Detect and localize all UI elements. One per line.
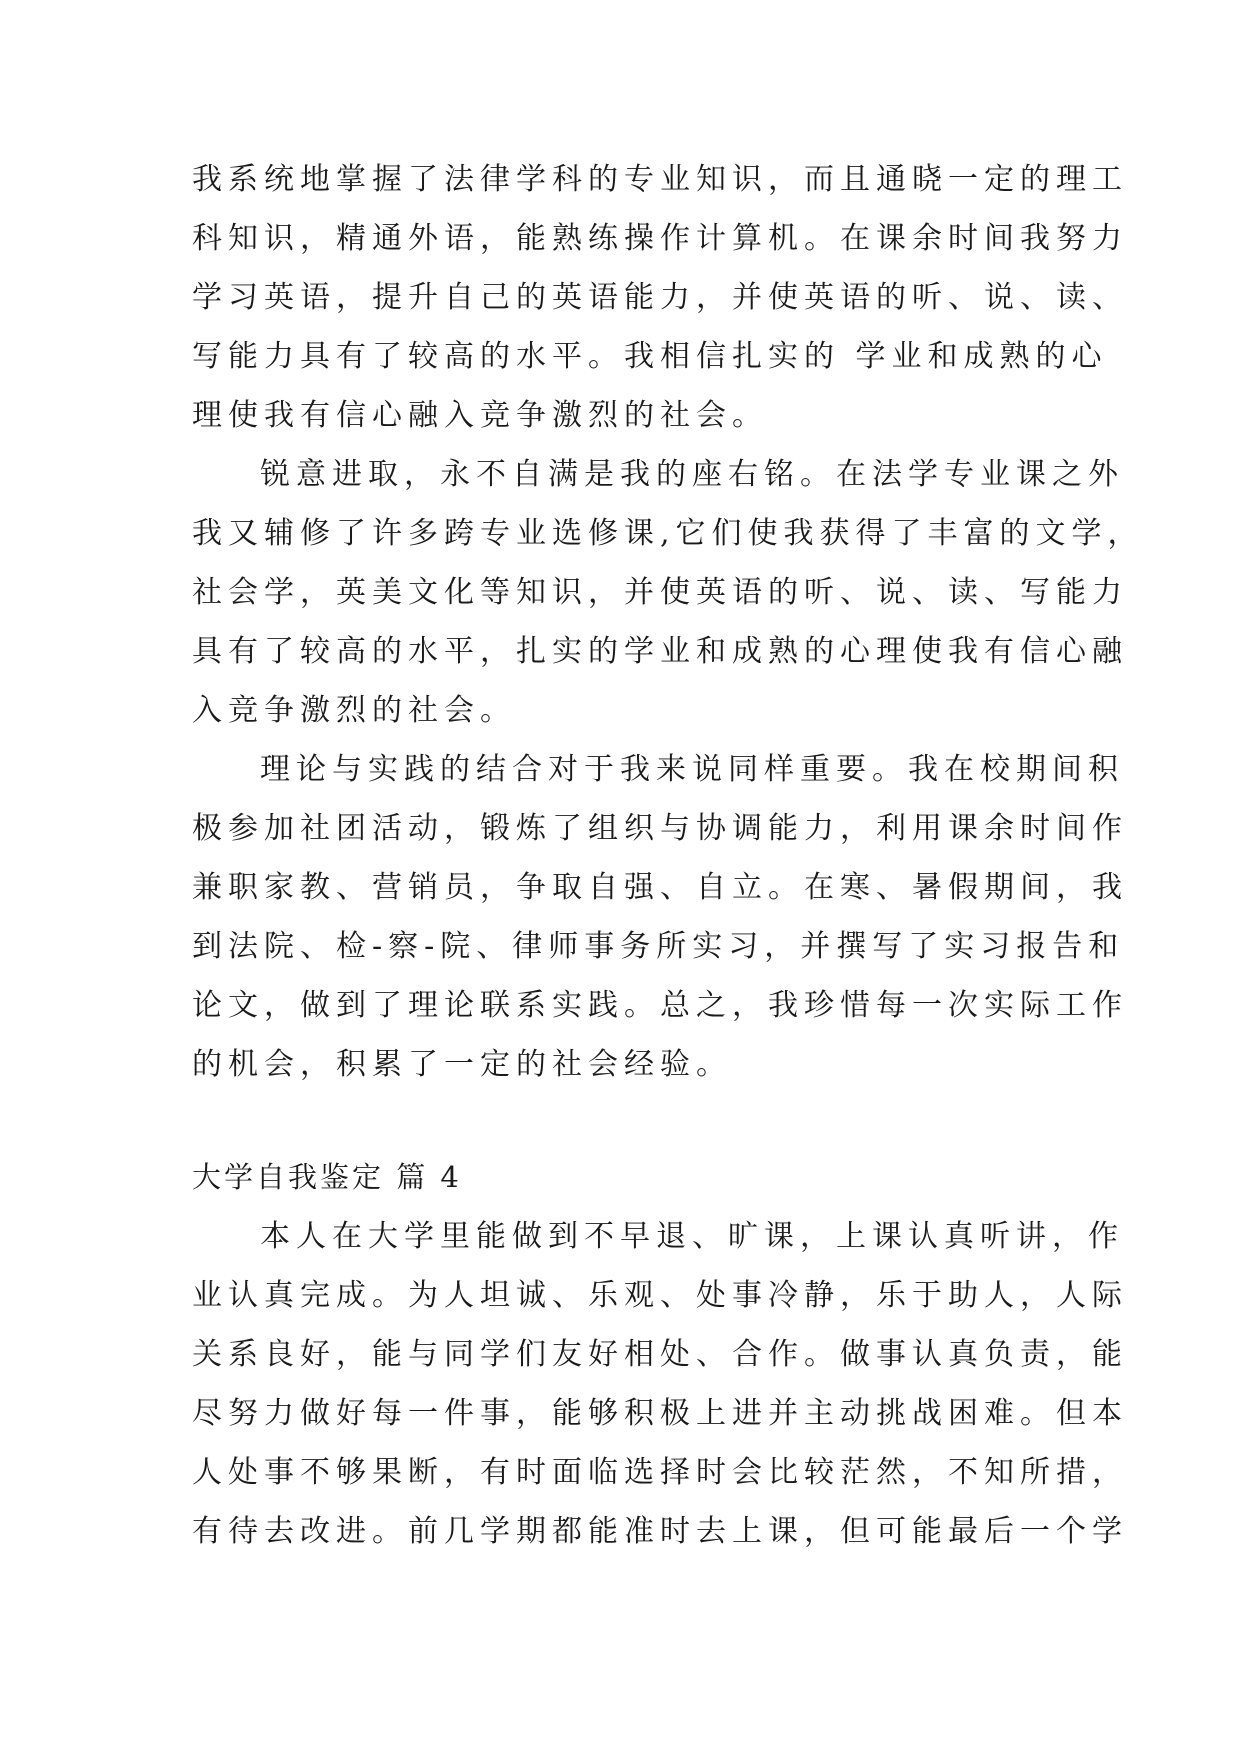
- paragraph-4: [192, 1207, 1128, 1561]
- text-line: 我又辅修了许多跨专业选修课,它们使我获得了丰富的文学，: [192, 516, 1144, 551]
- text-line: 的机会，积累了一定的社会经验。: [192, 1047, 732, 1082]
- text-line: 写能力具有了较高的水平。我相信扎实的 学业和成熟的心: [192, 339, 1108, 374]
- text-line: 论文，做到了理论联系实践。总之，我珍惜每一次实际工作: [192, 988, 1128, 1023]
- text-line: 社会学，英美文化等知识，并使英语的听、说、读、写能力: [192, 575, 1128, 610]
- text-line: 科知识，精通外语，能熟练操作计算机。在课余时间我努力: [192, 221, 1128, 256]
- text-line: 具有了较高的水平，扎实的学业和成熟的心理使我有信心融: [192, 634, 1128, 669]
- text-line: 业认真完成。为人坦诚、乐观、处事冷静，乐于助人，人际: [192, 1278, 1128, 1313]
- text-line: 关系良好，能与同学们友好相处、合作。做事认真负责，能: [192, 1337, 1128, 1372]
- text-line: 人处事不够果断，有时面临选择时会比较茫然，不知所措，: [192, 1455, 1128, 1490]
- text-line: 理论与实践的结合对于我来说同样重要。我在校期间积: [260, 752, 1124, 787]
- paragraph-1: [192, 150, 1128, 445]
- text-line: 我系统地掌握了法律学科的专业知识，而且通晓一定的理工: [192, 162, 1128, 197]
- text-line: 入竞争激烈的社会。: [192, 693, 516, 728]
- text-line: 本人在大学里能做到不早退、旷课，上课认真听讲，作: [260, 1219, 1124, 1254]
- text-line: 兼职家教、营销员，争取自强、自立。在寒、暑假期间，我: [192, 870, 1128, 905]
- text-line: 到法院、检-察-院、律师事务所实习，并撰写了实习报告和: [192, 929, 1125, 964]
- section-heading: 大学自我鉴定 篇 4: [192, 1160, 462, 1194]
- text-line: 尽努力做好每一件事，能够积极上进并主动挑战困难。但本: [192, 1396, 1128, 1431]
- paragraph-3: [192, 740, 1128, 1094]
- text-line: 锐意进取，永不自满是我的座右铭。在法学专业课之外: [260, 457, 1124, 492]
- text-line: 极参加社团活动，锻炼了组织与协调能力，利用课余时间作: [192, 811, 1128, 846]
- section-spacer: [192, 1094, 1064, 1148]
- document-page: [192, 150, 1144, 1561]
- text-line: 理使我有信心融入竞争激烈的社会。: [192, 398, 768, 433]
- text-line: 有待去改进。前几学期都能准时去上课，但可能最后一个学: [192, 1514, 1128, 1549]
- paragraph-2: [192, 445, 1144, 740]
- text-line: 学习英语，提升自己的英语能力，并使英语的听、说、读、: [192, 280, 1128, 315]
